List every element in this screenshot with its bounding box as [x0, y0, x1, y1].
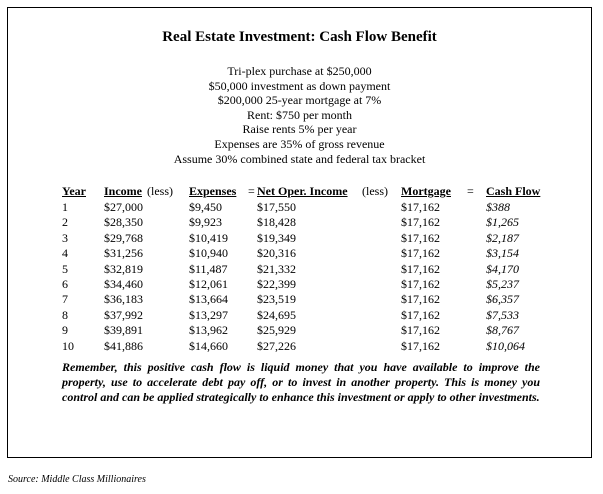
cell-expenses: $10,940: [189, 246, 228, 261]
cell-expenses: $14,660: [189, 338, 228, 353]
table-row: [8, 262, 593, 276]
cell-year: 9: [62, 323, 68, 338]
cell-mortgage: $17,162: [401, 230, 440, 245]
cell-cash-flow: $1,265: [486, 215, 519, 230]
cell-year: 6: [62, 277, 68, 291]
cell-income: $29,768: [104, 230, 143, 245]
cell-cash-flow: $5,237: [486, 277, 519, 291]
document-title: Real Estate Investment: Cash Flow Benefit: [162, 29, 437, 45]
header-less-2: (less): [362, 184, 388, 198]
source-note: Source: Middle Class Millionaires: [8, 474, 146, 485]
cell-cash-flow: $3,154: [486, 246, 519, 261]
cell-mortgage: $17,162: [401, 277, 440, 291]
cell-income: $32,819: [104, 261, 143, 276]
cell-mortgage: $17,162: [401, 246, 440, 261]
assumption-item: $200,000 25-year mortgage at 7%: [217, 93, 382, 108]
assumption-item: Assume 30% combined state and federal tax bracket: [173, 151, 426, 166]
table-row: [8, 308, 593, 322]
header-less-1: (less): [147, 184, 173, 198]
document-frame: [7, 7, 592, 458]
cell-expenses: $9,923: [189, 215, 222, 230]
table-row: [8, 339, 593, 353]
assumption-item: Expenses are 35% of gross revenue: [214, 136, 385, 151]
table-row: [8, 292, 593, 306]
cell-year: 4: [62, 246, 68, 261]
cell-net-operating-income: $18,428: [257, 215, 296, 230]
cell-mortgage: $17,162: [401, 292, 440, 307]
cell-cash-flow: $2,187: [486, 230, 519, 245]
header-equals-1: =: [248, 184, 255, 198]
cell-expenses: $13,664: [189, 292, 228, 307]
header-net-operating-income: Net Oper. Income: [257, 184, 348, 198]
assumption-item: $50,000 investment as down payment: [208, 78, 391, 93]
table-row: [8, 200, 593, 214]
cell-year: 5: [62, 261, 68, 276]
cell-expenses: $11,487: [189, 261, 228, 276]
cell-net-operating-income: $25,929: [257, 323, 296, 338]
cell-mortgage: $17,162: [401, 323, 440, 338]
header-year: Year: [62, 184, 86, 198]
assumption-item: Rent: $750 per month: [247, 107, 352, 122]
table-row: [8, 277, 593, 291]
cell-income: $28,350: [104, 215, 143, 230]
cell-net-operating-income: $22,399: [257, 277, 296, 291]
cell-net-operating-income: $27,226: [257, 338, 296, 353]
table-row: [8, 246, 593, 260]
table-row: [8, 215, 593, 229]
cell-mortgage: $17,162: [401, 261, 440, 276]
cell-income: $27,000: [104, 200, 143, 214]
assumptions-list: [8, 64, 591, 166]
cell-mortgage: $17,162: [401, 338, 440, 353]
header-mortgage: Mortgage: [401, 184, 451, 198]
cell-net-operating-income: $19,349: [257, 230, 296, 245]
cell-net-operating-income: $17,550: [257, 200, 296, 214]
cell-expenses: $12,061: [189, 277, 228, 291]
cell-income: $34,460: [104, 277, 143, 291]
cell-cash-flow: $10,064: [486, 338, 525, 353]
header-equals-2: =: [467, 184, 474, 198]
table-header: [8, 184, 593, 198]
cell-expenses: $13,297: [189, 307, 228, 322]
cell-cash-flow: $7,533: [486, 307, 519, 322]
table-row: [8, 323, 593, 337]
cell-expenses: $10,419: [189, 230, 228, 245]
cell-net-operating-income: $23,519: [257, 292, 296, 307]
cell-year: 8: [62, 307, 68, 322]
cell-cash-flow: $8,767: [486, 323, 519, 338]
cell-year: 10: [62, 338, 74, 353]
cell-net-operating-income: $21,332: [257, 261, 296, 276]
remark-paragraph: Remember, this positive cash flow is liquid money that you have available to improve the property, use to accelerate debt pay off, or to invest in another property. This is money you control and can be applied strategically to enhance this investment or apply to other investments.: [62, 360, 540, 404]
cell-income: $36,183: [104, 292, 143, 307]
cell-expenses: $9,450: [189, 200, 222, 214]
assumption-item: Raise rents 5% per year: [242, 122, 357, 137]
cell-year: 3: [62, 230, 68, 245]
cell-income: $41,886: [104, 338, 143, 353]
cell-net-operating-income: $24,695: [257, 307, 296, 322]
header-income: Income: [104, 184, 142, 198]
table-row: [8, 231, 593, 245]
cell-income: $37,992: [104, 307, 143, 322]
cell-mortgage: $17,162: [401, 200, 440, 214]
cell-cash-flow: $4,170: [486, 261, 519, 276]
cell-net-operating-income: $20,316: [257, 246, 296, 261]
cell-cash-flow: $6,357: [486, 292, 519, 307]
header-cash-flow: Cash Flow: [486, 184, 541, 198]
cell-income: $39,891: [104, 323, 143, 338]
assumption-item: Tri-plex purchase at $250,000: [227, 64, 372, 78]
cell-expenses: $13,962: [189, 323, 228, 338]
cell-year: 7: [62, 292, 68, 307]
header-expenses: Expenses: [189, 184, 237, 198]
cell-mortgage: $17,162: [401, 215, 440, 230]
cell-cash-flow: $388: [486, 200, 510, 214]
cell-income: $31,256: [104, 246, 143, 261]
cell-year: 1: [62, 200, 68, 214]
cell-year: 2: [62, 215, 68, 230]
cell-mortgage: $17,162: [401, 307, 440, 322]
